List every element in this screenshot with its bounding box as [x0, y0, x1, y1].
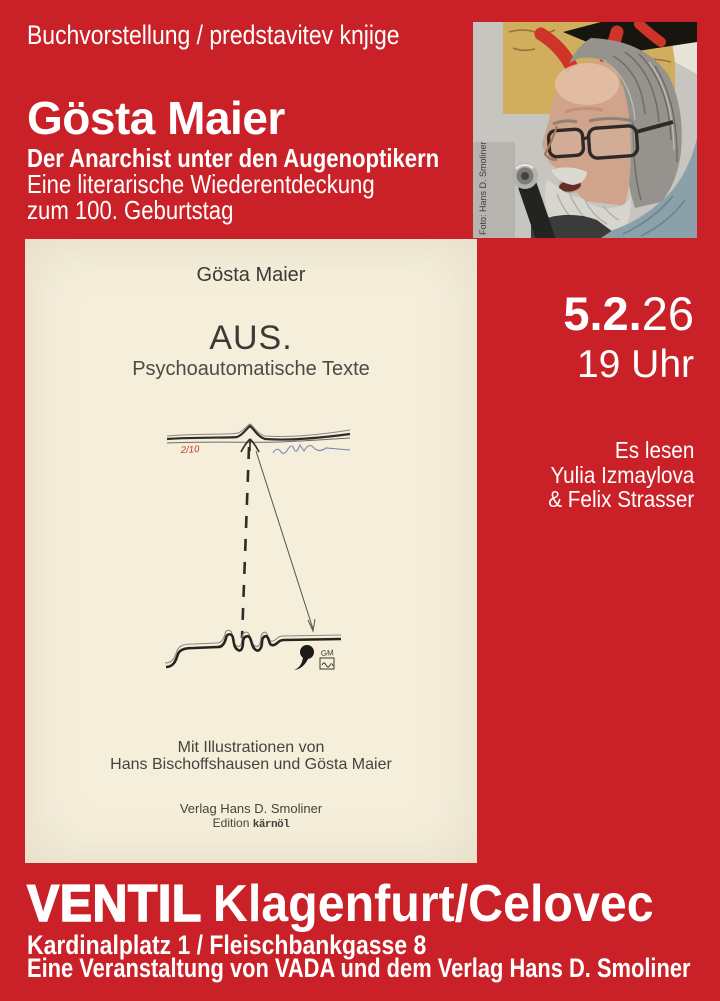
- poster-subtitle-bold: Der Anarchist unter den Augenoptikern: [27, 143, 440, 173]
- comma-mark: [294, 645, 314, 670]
- edition-name: kärnöl: [252, 819, 290, 831]
- credits-line1: Mit Illustrationen von: [177, 739, 325, 756]
- footer-block: [27, 875, 720, 983]
- artist-signature: [273, 445, 350, 453]
- monogram: GM: [320, 648, 334, 658]
- author-photo: [473, 22, 697, 238]
- book-cover: [25, 239, 477, 863]
- photo-credit: Foto: Hans D. Smoliner: [478, 141, 488, 235]
- organizer-line: Eine Veranstaltung von VADA und dem Verlag Hans D. Smoliner: [27, 953, 691, 983]
- book-subtitle: Psychoautomatische Texte: [132, 358, 370, 380]
- event-date-block: [563, 287, 694, 386]
- event-date: [563, 287, 694, 340]
- venue-line: [27, 875, 654, 933]
- author-photo-graphic: [473, 22, 697, 238]
- book-author: Gösta Maier: [196, 264, 306, 286]
- readers-block: [532, 438, 694, 512]
- publisher: Verlag Hans D. Smoliner: [179, 801, 323, 816]
- headline-block: [27, 94, 512, 223]
- event-date-day: 5.2.: [563, 287, 642, 340]
- venue-address: Kardinalplatz 1 / Fleischbankgasse 8: [27, 930, 427, 960]
- top-caption-text: Buchvorstellung / predstavitev knjige: [27, 20, 400, 50]
- event-date-year: 26: [641, 287, 694, 340]
- readers-intro: Es lesen: [614, 437, 694, 463]
- edition-label: Edition: [212, 816, 250, 830]
- poster-title: Gösta Maier: [27, 92, 285, 144]
- top-caption: [27, 20, 465, 50]
- illustration-credits: [25, 740, 477, 773]
- credits-line2: Hans Bischoffshausen und Gösta Maier: [110, 755, 392, 773]
- diagonal-arrow: [256, 451, 313, 629]
- venue-name: VENTIL: [27, 875, 202, 933]
- venue-city: Klagenfurt/Celovec: [212, 875, 654, 933]
- book-title: AUS.: [209, 319, 293, 357]
- lower-line: [166, 634, 341, 667]
- poster-subtitle-line2: Eine literarische Wiederentdeckung: [27, 169, 375, 199]
- edition-number: 2/10: [180, 444, 200, 456]
- reader-2: & Felix Strasser: [547, 486, 694, 512]
- edition-line: [25, 816, 477, 831]
- event-time: 19 Uhr: [576, 343, 694, 386]
- reader-1: Yulia Izmaylova: [550, 461, 694, 488]
- dashed-line: [242, 447, 249, 638]
- poster-subtitle-line3: zum 100. Geburtstag: [27, 195, 234, 225]
